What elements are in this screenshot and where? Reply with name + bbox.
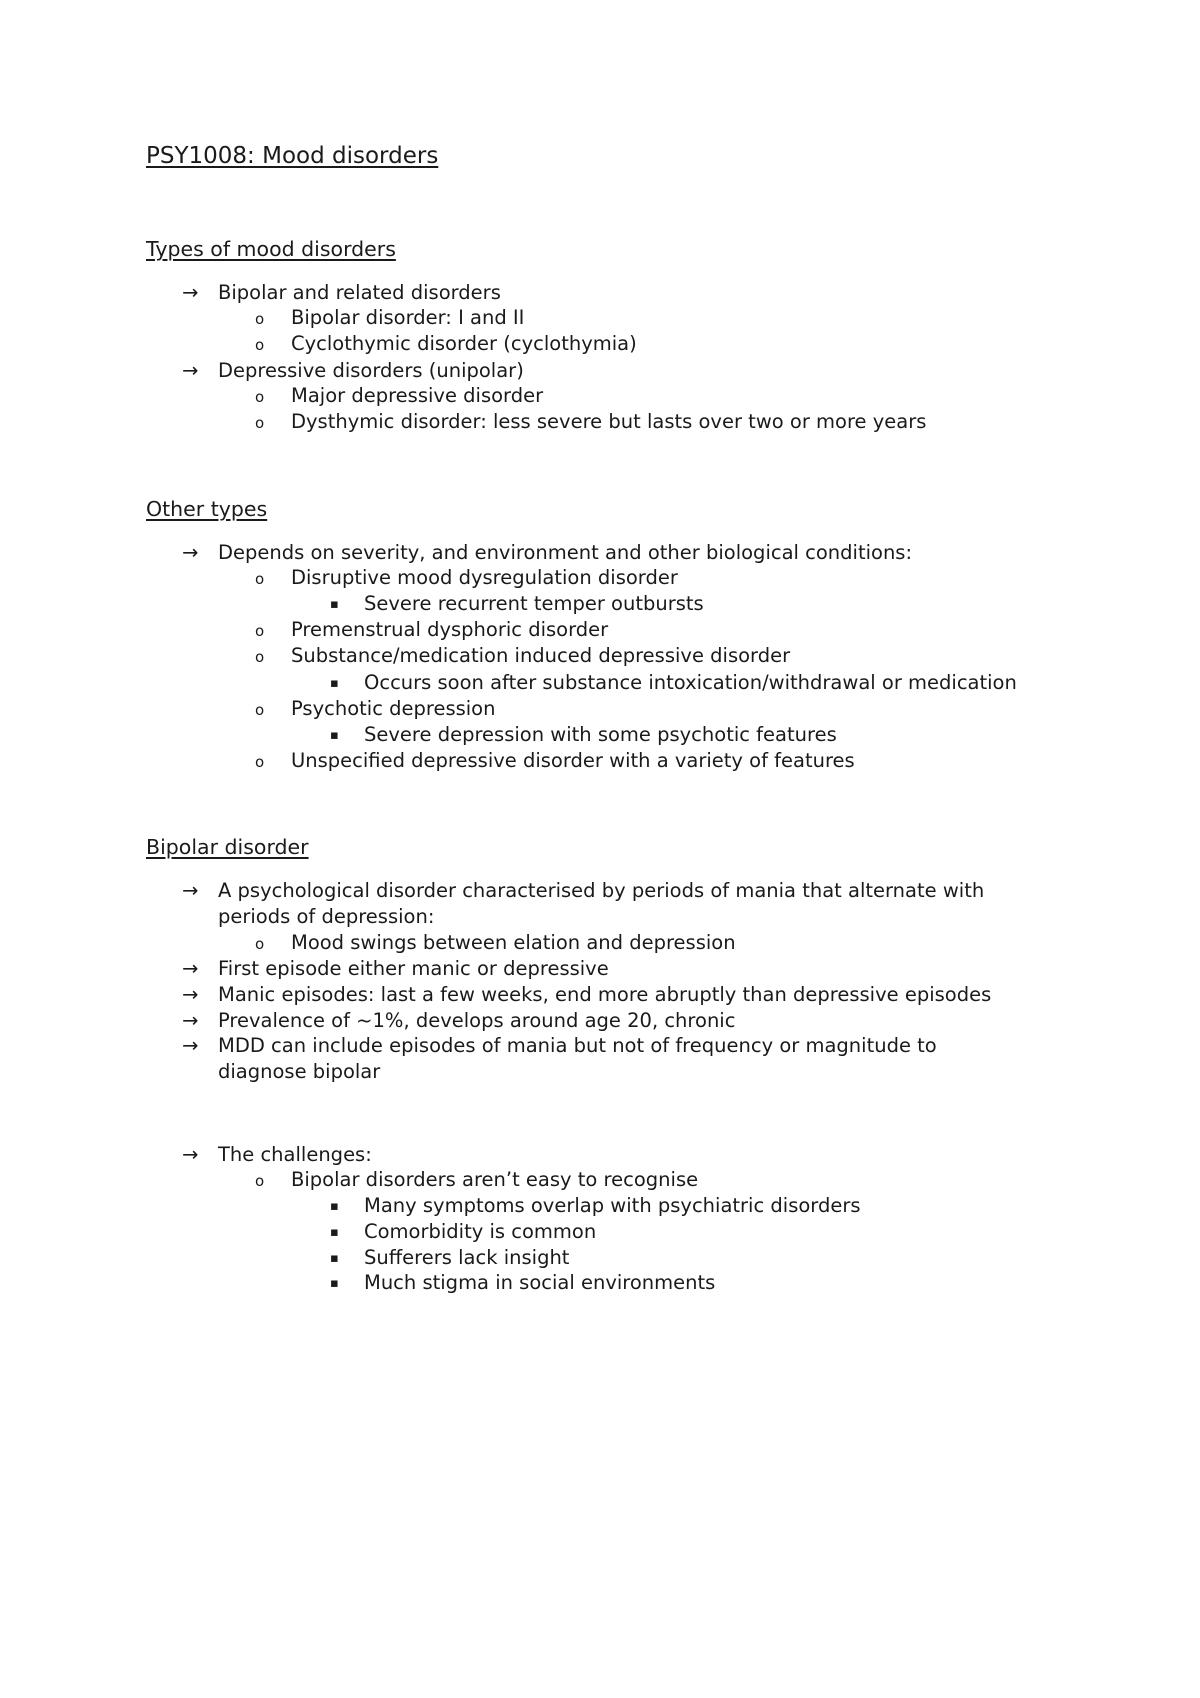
list-item: Dysthymic disorder: less severe but lasts over two or more years (291, 410, 927, 433)
list-item: Bipolar and related disorders (218, 281, 501, 304)
list-item: Cyclothymic disorder (cyclothymia) (291, 332, 637, 355)
circle-bullet-icon: o (255, 388, 265, 406)
circle-bullet-icon: o (255, 753, 265, 771)
arrow-bullet-icon: → (182, 957, 199, 980)
square-bullet-icon: ▪ (330, 597, 339, 612)
arrow-bullet-icon: → (182, 281, 199, 304)
arrow-bullet-icon: → (182, 359, 199, 382)
arrow-bullet-icon: → (182, 879, 199, 902)
arrow-bullet-icon: → (182, 1143, 199, 1166)
list-item: Bipolar disorder: I and II (291, 306, 525, 329)
list-item: Major depressive disorder (291, 384, 544, 407)
list-item: Sufferers lack insight (364, 1246, 570, 1269)
list-item: Psychotic depression (291, 697, 496, 720)
list-item-continuation: diagnose bipolar (218, 1060, 381, 1083)
section-heading-other-types: Other types (146, 497, 268, 521)
list-item: MDD can include episodes of mania but not of frequency or magnitude to (218, 1034, 937, 1057)
square-bullet-icon: ▪ (330, 1199, 339, 1214)
list-item: Bipolar disorders aren’t easy to recognise (291, 1168, 699, 1191)
list-item: Substance/medication induced depressive disorder (291, 644, 791, 667)
list-item: Many symptoms overlap with psychiatric disorders (364, 1194, 861, 1217)
square-bullet-icon: ▪ (330, 1225, 339, 1240)
list-item: Prevalence of ~1%, develops around age 20, chronic (218, 1009, 736, 1032)
page-title: PSY1008: Mood disorders (146, 143, 439, 169)
list-item: Disruptive mood dysregulation disorder (291, 566, 678, 589)
list-item: Unspecified depressive disorder with a variety of features (291, 749, 855, 772)
section-heading-bipolar: Bipolar disorder (146, 835, 309, 859)
list-item: Manic episodes: last a few weeks, end more abruptly than depressive episodes (218, 983, 992, 1006)
square-bullet-icon: ▪ (330, 728, 339, 743)
list-item: The challenges: (218, 1143, 372, 1166)
circle-bullet-icon: o (255, 310, 265, 328)
list-item: First episode either manic or depressive (218, 957, 609, 980)
circle-bullet-icon: o (255, 622, 265, 640)
circle-bullet-icon: o (255, 648, 265, 666)
square-bullet-icon: ▪ (330, 676, 339, 691)
circle-bullet-icon: o (255, 701, 265, 719)
circle-bullet-icon: o (255, 935, 265, 953)
list-item: Occurs soon after substance intoxication/withdrawal or medication (364, 671, 1017, 694)
list-item: A psychological disorder characterised by periods of mania that alternate with (218, 879, 985, 902)
list-item: Comorbidity is common (364, 1220, 597, 1243)
arrow-bullet-icon: → (182, 1034, 199, 1057)
circle-bullet-icon: o (255, 570, 265, 588)
arrow-bullet-icon: → (182, 1009, 199, 1032)
list-item: Depressive disorders (unipolar) (218, 359, 524, 382)
square-bullet-icon: ▪ (330, 1251, 339, 1266)
list-item: Premenstrual dysphoric disorder (291, 618, 609, 641)
circle-bullet-icon: o (255, 414, 265, 432)
section-heading-types: Types of mood disorders (146, 237, 396, 261)
list-item: Severe depression with some psychotic features (364, 723, 837, 746)
arrow-bullet-icon: → (182, 541, 199, 564)
list-item-continuation: periods of depression: (218, 905, 435, 928)
square-bullet-icon: ▪ (330, 1276, 339, 1291)
circle-bullet-icon: o (255, 336, 265, 354)
arrow-bullet-icon: → (182, 983, 199, 1006)
list-item: Much stigma in social environments (364, 1271, 716, 1294)
list-item: Depends on severity, and environment and other biological conditions: (218, 541, 913, 564)
circle-bullet-icon: o (255, 1172, 265, 1190)
list-item: Mood swings between elation and depression (291, 931, 736, 954)
list-item: Severe recurrent temper outbursts (364, 592, 704, 615)
